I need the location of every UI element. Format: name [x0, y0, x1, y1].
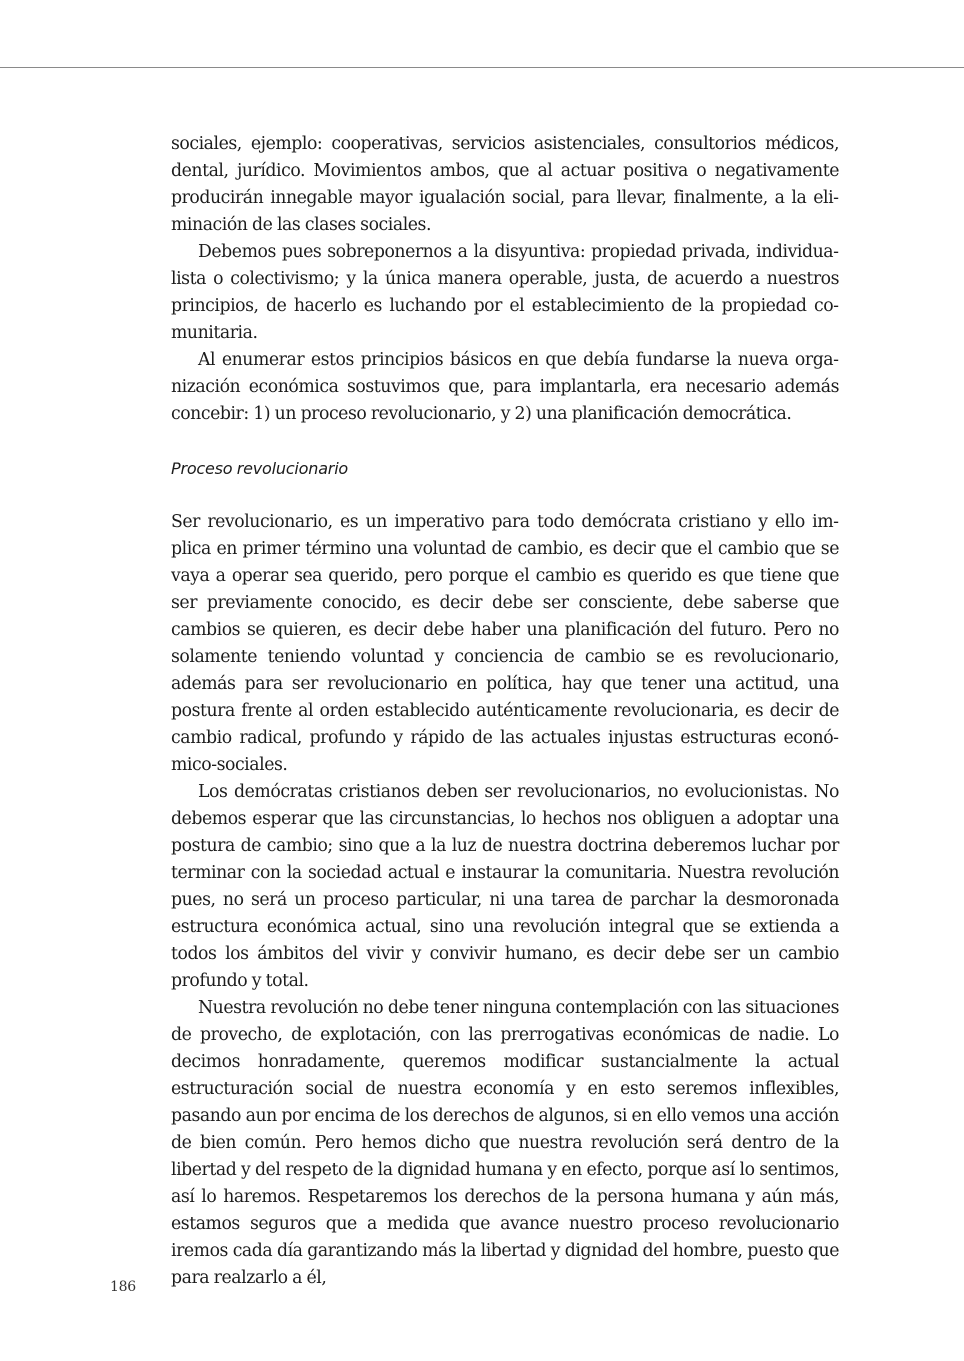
- paragraph-6: Nuestra revolución no debe tener ninguna contemplación con las situaciones de provecho, de explotación, con las prerrogativas económicas de nadie. Lo decimos honradamente, queremos modificar sustancialmente la actual estructuración social de nuestra economía y en esto seremos inflexibles, pasando aun por encima de los derechos de algunos, si en ello vemos una acción de bien común. Pero hemos dicho que nuestra revolución será dentro de la libertad y del respeto de la dignidad humana y en efecto, porque así lo sentimos, así lo haremos. Respetaremos los derechos de la persona humana y aún más, estamos seguros que a medida que avance nuestro proceso revolucionario iremos cada día garantizando más la libertad y dignidad del hombre, puesto que para realzarlo a él,: [171, 998, 839, 1288]
- paragraph-1: sociales, ejemplo: cooperativas, servicios asistenciales, consultorios médicos, dental, jurídico. Movimientos ambos, que al actuar positiva o negativamente producirán innegable mayor igualación social, para llevar, finalmente, a la eliminación de las clases sociales.: [171, 134, 839, 235]
- paragraph-3: Al enumerar estos principios básicos en que debía fundarse la nueva organización económica sostuvimos que, para implantarla, era necesario además concebir: 1) un proceso revolucionario, y 2) una planificación democrática.: [171, 350, 839, 424]
- page-number: 186: [110, 1279, 136, 1295]
- paragraph-5: Los demócratas cristianos deben ser revolucionarios, no evolucionistas. No debemos esperar que las circunstancias, lo hechos nos obliguen a adoptar una postura de cambio; sino que a la luz de nuestra doctrina deberemos luchar por terminar con la sociedad actual e instaurar la comunitaria. Nuestra revolución pues, no será un proceso particular, ni una tarea de parchar la desmoronada estructura económica actual, sino una revolución integral que se extienda a todos los ámbitos del vivir y convivir humano, es decir debe ser un cambio profundo y total.: [171, 782, 839, 991]
- paragraph-4: Ser revolucionario, es un imperativo para todo demócrata cristiano y ello implica en primer término una voluntad de cambio, es decir que el cambio que se vaya a operar sea querido, pero porque el cambio es querido es que tiene que ser previamente conocido, es decir debe ser consciente, debe saberse que cambios se quieren, es decir debe haber una planificación del futuro. Pero no solamente teniendo voluntad y conciencia de cambio se es revolucionario, además para ser revolucionario en política, hay que tener una actitud, una postura frente al orden establecido auténticamente revolucionaria, es decir de cambio radical, profundo y rápido de las actuales injustas estructuras económico-sociales.: [171, 512, 839, 775]
- body-text: [171, 131, 839, 1292]
- header-rule: [0, 67, 964, 68]
- paragraph-2: Debemos pues sobreponernos a la disyuntiva: propiedad privada, individualista o colectivismo; y la única manera operable, justa, de acuerdo a nuestros principios, de hacerlo es luchando por el establecimiento de la propiedad comunitaria.: [171, 242, 839, 343]
- section-heading: Proceso revolucionario: [171, 459, 349, 478]
